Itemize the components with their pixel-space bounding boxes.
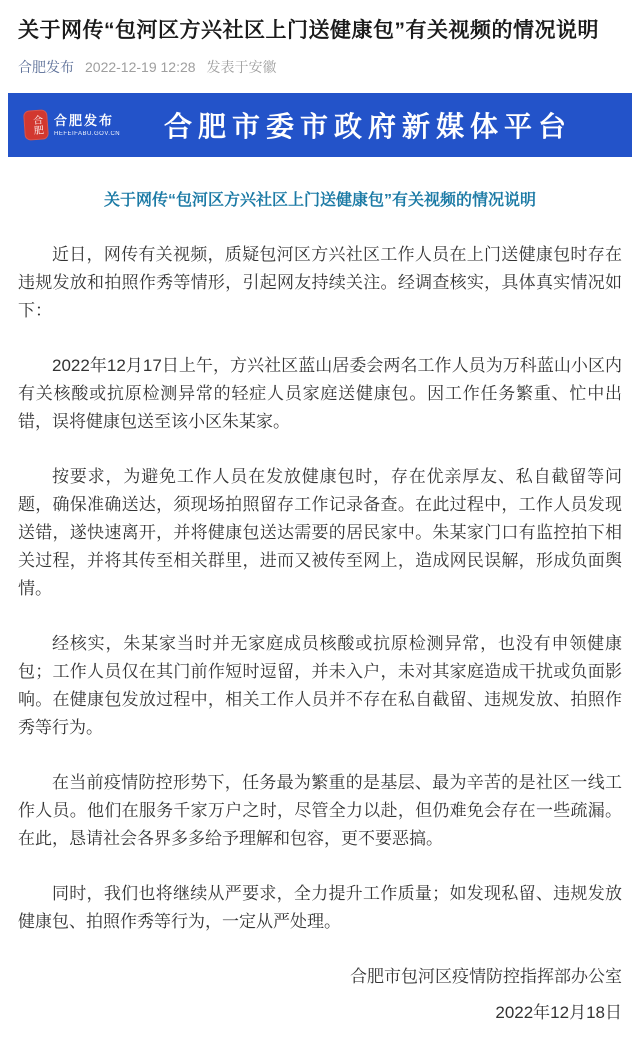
banner-title: 合肥市委市政府新媒体平台 (164, 110, 573, 144)
logo-domain: HEFEIFABU.GOV.CN (54, 130, 121, 137)
paragraph: 经核实，朱某家当时并无家庭成员核酸或抗原检测异常，也没有申领健康包；工作人员仅在其门前作短时逗留，并未入户，未对其家庭造成干扰或负面影响。在健康包发放过程中，相关工作人员并不存在私自截留、违规发放、拍照作秀等行为。 (18, 634, 622, 738)
logo-name: 合肥发布 (54, 113, 115, 129)
paragraph: 2022年12月17日上午，方兴社区蓝山居委会两名工作人员为万科蓝山小区内有关核酸或抗原检测异常的轻症人员家庭送健康包。因工作任务繁重、忙中出错，误将健康包送至该小区朱某家。 (18, 356, 622, 432)
signature-block (18, 963, 622, 1043)
byline (18, 57, 622, 77)
paragraph: 在当前疫情防控形势下，任务最为繁重的是基层、最为辛苦的是社区一线工作人员。他们在服务千家万户之时，尽管全力以赴，但仍难免会存在一些疏漏。在此，恳请社会各界多多给予理解和包容，更不要恶搞。 (18, 773, 622, 849)
signature-date: 2022年12月18日 (495, 1003, 622, 1023)
article-body (18, 241, 622, 936)
hefei-fabu-logo (24, 110, 120, 140)
seal-icon: 合肥 (23, 110, 49, 142)
publish-time: 2022-12-19 12:28 (85, 59, 196, 76)
paragraph: 按要求，为避免工作人员在发放健康包时，存在优亲厚友、私自截留等问题，确保准确送达，须现场拍照留存工作记录备查。在此过程中，工作人员发现送错，遂快速离开，并将健康包送达需要的居民家中。朱某家门口有监控拍下相关过程，并将其传至相关群里，进而又被传至网上，造成网民误解，形成负面舆情。 (18, 467, 622, 599)
platform-banner (8, 93, 632, 157)
publish-location: 发表于安徽 (206, 59, 277, 76)
paragraph: 同时，我们也将继续从严要求，全力提升工作质量；如发现私留、违规发放健康包、拍照作秀等行为，一定从严处理。 (18, 884, 622, 932)
logo-text (54, 114, 120, 136)
paragraph: 近日，网传有关视频，质疑包河区方兴社区工作人员在上门送健康包时存在违规发放和拍照作秀等情形，引起网友持续关注。经调查核实，具体真实情况如下： (18, 245, 622, 321)
article-heading: 关于网传“包河区方兴社区上门送健康包”有关视频的情况说明 (103, 192, 536, 210)
account-name-link[interactable]: 合肥发布 (18, 59, 74, 76)
signature: 合肥市包河区疫情防控指挥部办公室 (350, 967, 622, 987)
page-title: 关于网传“包河区方兴社区上门送健康包”有关视频的情况说明 (18, 19, 599, 42)
